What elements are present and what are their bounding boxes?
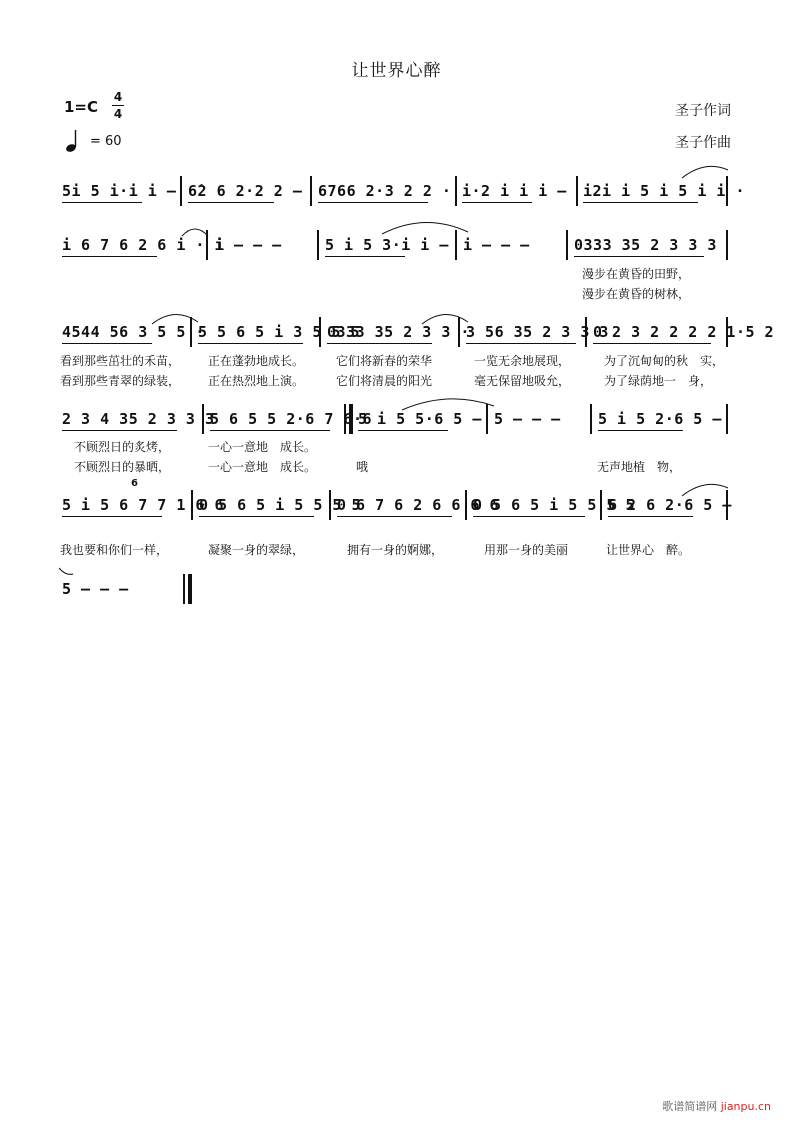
time-signature-bottom: 4: [113, 107, 123, 121]
beam: [199, 516, 314, 517]
slur: [380, 216, 470, 236]
time-signature-top: 4: [113, 90, 123, 104]
slur: [400, 394, 496, 412]
beam: [325, 256, 405, 257]
barline: [310, 176, 312, 206]
slur: [180, 222, 210, 238]
measure: 0 5 6 5 i 5 5 5 5: [473, 496, 636, 514]
measure: 6 2 6 2·6 5 –: [608, 496, 732, 514]
measure: i 6 7 6 2 6 i · i: [62, 236, 225, 254]
beam: [608, 516, 693, 517]
lyric-verse2: 哦: [356, 460, 369, 474]
watermark-site-name: 歌谱简谱网: [662, 1100, 718, 1113]
lyric-line: 凝聚一身的翠绿，: [208, 543, 305, 557]
beam: [62, 343, 152, 344]
slur: [680, 480, 730, 498]
slur: [680, 160, 730, 180]
measure: 0 5 6 5 i 5 5 5 5: [199, 496, 362, 514]
tuplet-mark: 6: [131, 478, 138, 489]
barline: [317, 230, 319, 260]
barline: [183, 574, 185, 604]
beam: [574, 256, 704, 257]
beam: [598, 430, 683, 431]
tempo-marking: = 60: [90, 134, 122, 149]
barline: [576, 176, 578, 206]
lyricist-credit: 圣子作词: [675, 103, 731, 119]
beam: [188, 202, 274, 203]
lyric-line: 拥有一身的婀娜，: [347, 543, 444, 557]
lyric-verse1: 为了沉甸甸的秋 实，: [604, 354, 725, 368]
barline: [566, 230, 568, 260]
beam: [327, 343, 432, 344]
beam: [62, 202, 142, 203]
measure: 5 – – –: [494, 410, 561, 428]
beam: [593, 343, 711, 344]
beam: [318, 202, 428, 203]
lyric-verse2: 漫步在黄昏的树林，: [582, 287, 691, 301]
measure: 5 5 6 5 i 3 5 5 5: [198, 323, 361, 341]
lyric-verse2: 毫无保留地吸允，: [474, 374, 571, 388]
lyric-verse2: 正在热烈地上演。: [208, 374, 305, 388]
watermark-url: jianpu.cn: [720, 1100, 771, 1113]
lyric-verse1: 一心一意地 成长。: [208, 440, 317, 454]
measure: i – – –: [215, 236, 282, 254]
lyric-verse2: 一心一意地 成长。: [208, 460, 317, 474]
measure: i – – –: [463, 236, 530, 254]
measure: 5 i 5 6 7 7 1 6 6: [62, 496, 225, 514]
beam: [337, 516, 452, 517]
measure: 5 6 5 5 2·6 7 6·6: [210, 410, 373, 428]
lyric-line: 让世界心 醉。: [606, 543, 691, 557]
measure: 5 – – –: [62, 580, 129, 598]
beam: [198, 343, 303, 344]
measure: 5 i 5 5·6 5 –: [358, 410, 482, 428]
slur: [58, 566, 74, 578]
beam: [62, 430, 177, 431]
slur: [420, 308, 470, 326]
lyric-verse2: 无声地植 物，: [597, 460, 682, 474]
measure: 2 3 4 35 2 3 3 3: [62, 410, 215, 428]
barline: [180, 176, 182, 206]
lyric-verse1: 它们将新春的荣华: [336, 354, 433, 368]
lyric-verse2: 看到那些青翠的绿装，: [60, 374, 181, 388]
measure: 0 2 3 2 2 2 2 1·5 2: [593, 323, 775, 341]
barline: [455, 176, 457, 206]
lyric-verse1: 一览无余地展现，: [474, 354, 571, 368]
lyric-verse1: 不顾烈日的炙烤，: [74, 440, 171, 454]
beam: [466, 343, 576, 344]
lyric-verse1: 看到那些茁壮的禾苗，: [60, 354, 181, 368]
measure: 0333 35 2 3 3 3: [574, 236, 717, 254]
barline: [590, 404, 592, 434]
measure: i·2 i i i –: [462, 182, 567, 200]
slur: [150, 308, 200, 326]
lyric-verse2: 不顾烈日的暴晒，: [74, 460, 171, 474]
key-signature: 1=C: [64, 98, 99, 116]
measure: 5i 5 i·i i –: [62, 182, 177, 200]
song-title: 让世界心醉: [351, 61, 442, 81]
measure: 5 i 5 3·i i –: [325, 236, 449, 254]
barline: [726, 404, 728, 434]
measure: 6766 2·3 2 2 ·: [318, 182, 452, 200]
lyric-verse2: 它们将清晨的阳光: [336, 374, 433, 388]
measure: 0333 35 2 3 3 ·: [327, 323, 470, 341]
beam: [62, 256, 157, 257]
measure: 5 i 5 2·6 5 –: [598, 410, 722, 428]
lyric-verse2: 为了绿荫地一 身，: [604, 374, 713, 388]
beam: [62, 516, 162, 517]
beam: [462, 202, 532, 203]
composer-credit: 圣子作曲: [675, 135, 731, 151]
lyric-verse1: 正在蓬勃地成长。: [208, 354, 305, 368]
measure: 6̇2 6 2·2 2 –: [188, 182, 303, 200]
measure: 4544 56 3 5 5 ·: [62, 323, 205, 341]
measure: 0 6 7 6 2 6 6 6 6: [337, 496, 500, 514]
watermark: [662, 1098, 771, 1114]
lyric-line: 用那一身的美丽: [484, 543, 569, 557]
measure: i2i i 5 i 5 i i ·: [583, 182, 746, 200]
beam: [358, 430, 448, 431]
beam: [210, 430, 330, 431]
barline: [726, 230, 728, 260]
final-barline: [188, 574, 192, 604]
lyric-verse1: 漫步在黄昏的田野，: [582, 267, 691, 281]
lyric-line: 我也要和你们一样，: [60, 543, 169, 557]
beam: [583, 202, 698, 203]
beam: [473, 516, 585, 517]
time-signature: [112, 90, 124, 121]
quarter-note-icon: [64, 128, 86, 154]
measure: 3 56 35 2 3 3 3: [466, 323, 609, 341]
